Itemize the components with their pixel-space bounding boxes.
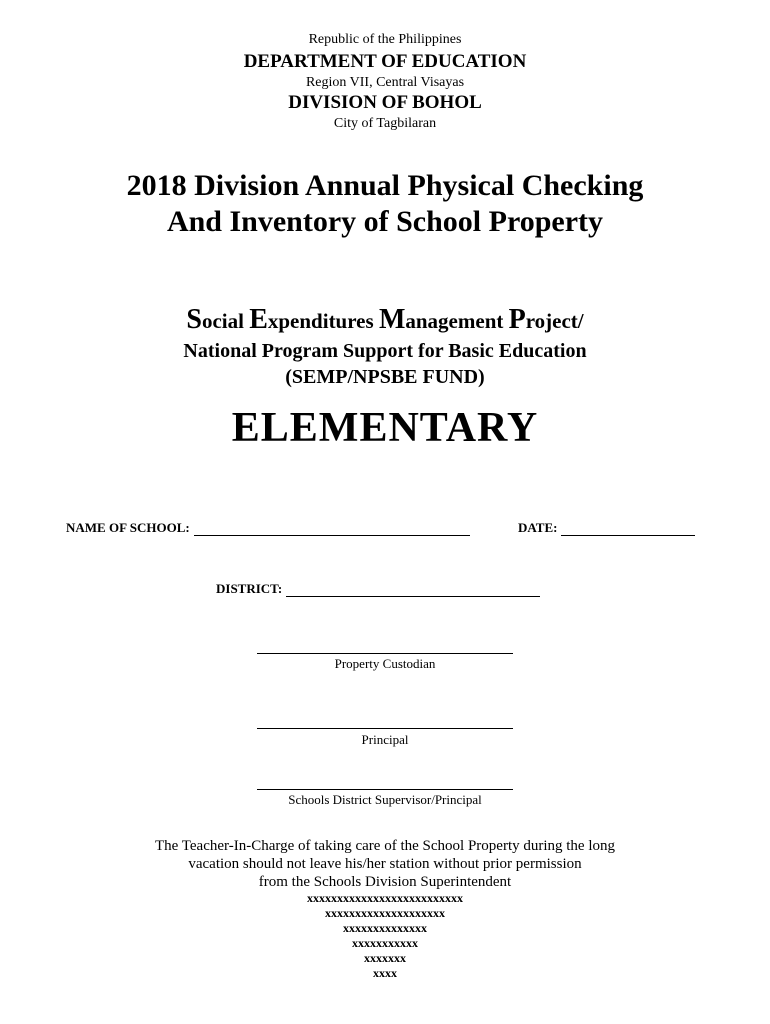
principal-signature-line[interactable] <box>257 728 513 729</box>
decoration-row: xxxxxxxxxxxxxxxxxxxx <box>325 906 445 920</box>
division-title: DIVISION OF BOHOL <box>288 92 482 113</box>
republic-line: Republic of the Philippines <box>308 32 462 47</box>
school-label: NAME OF SCHOOL: <box>66 520 190 535</box>
district-label: DISTRICT: <box>216 581 283 596</box>
note-line2: vacation should not leave his/her station without prior permission <box>188 856 582 872</box>
supervisor-signature-line[interactable] <box>257 789 513 790</box>
school-blank[interactable] <box>194 523 470 536</box>
district-blank[interactable] <box>286 584 540 597</box>
note-line3: from the Schools Division Superintendent <box>258 874 512 890</box>
decoration-row: xxxxxxxxxxx <box>352 936 418 950</box>
decoration-row: xxxxxxxxxxxxxxxxxxxxxxxxxx <box>307 891 463 905</box>
district-field[interactable] <box>216 581 540 597</box>
department-title: DEPARTMENT OF EDUCATION <box>243 51 527 72</box>
page-title <box>0 168 770 204</box>
text-p: roject/ <box>525 309 584 333</box>
text-m: anagement <box>405 309 509 333</box>
cap-e: E <box>249 304 268 335</box>
project-name <box>0 304 770 336</box>
text-s: ocial <box>201 309 250 333</box>
decoration-row: xxxx <box>373 966 397 980</box>
text-e: xpenditures <box>267 309 379 333</box>
date-label: DATE: <box>518 520 558 535</box>
date-field[interactable] <box>518 520 695 536</box>
custodian-signature-line[interactable] <box>257 653 513 654</box>
project-line2: National Program Support for Basic Education <box>183 340 587 362</box>
level-title: ELEMENTARY <box>231 405 539 451</box>
cap-m: M <box>378 304 406 335</box>
cap-p: P <box>508 304 526 335</box>
region-line: Region VII, Central Visayas <box>305 75 465 90</box>
title-line1: Division Annual Physical Checking <box>186 169 644 202</box>
project-fund: (SEMP/NPSBE FUND) <box>285 366 485 388</box>
city-line: City of Tagbilaran <box>333 116 437 131</box>
decoration-row: xxxxxxxxxxxxxx <box>343 921 427 935</box>
note-line1: The Teacher-In-Charge of taking care of the School Property during the long <box>154 838 616 854</box>
principal-label: Principal <box>361 732 409 747</box>
date-blank[interactable] <box>561 523 695 536</box>
title-line2: And Inventory of School Property <box>166 205 604 238</box>
decoration-row: xxxxxxx <box>364 951 406 965</box>
title-year: 2018 <box>126 169 187 202</box>
school-field[interactable] <box>66 520 470 536</box>
cap-s: S <box>186 304 202 335</box>
supervisor-label: Schools District Supervisor/Principal <box>288 792 482 807</box>
custodian-label: Property Custodian <box>334 656 436 671</box>
